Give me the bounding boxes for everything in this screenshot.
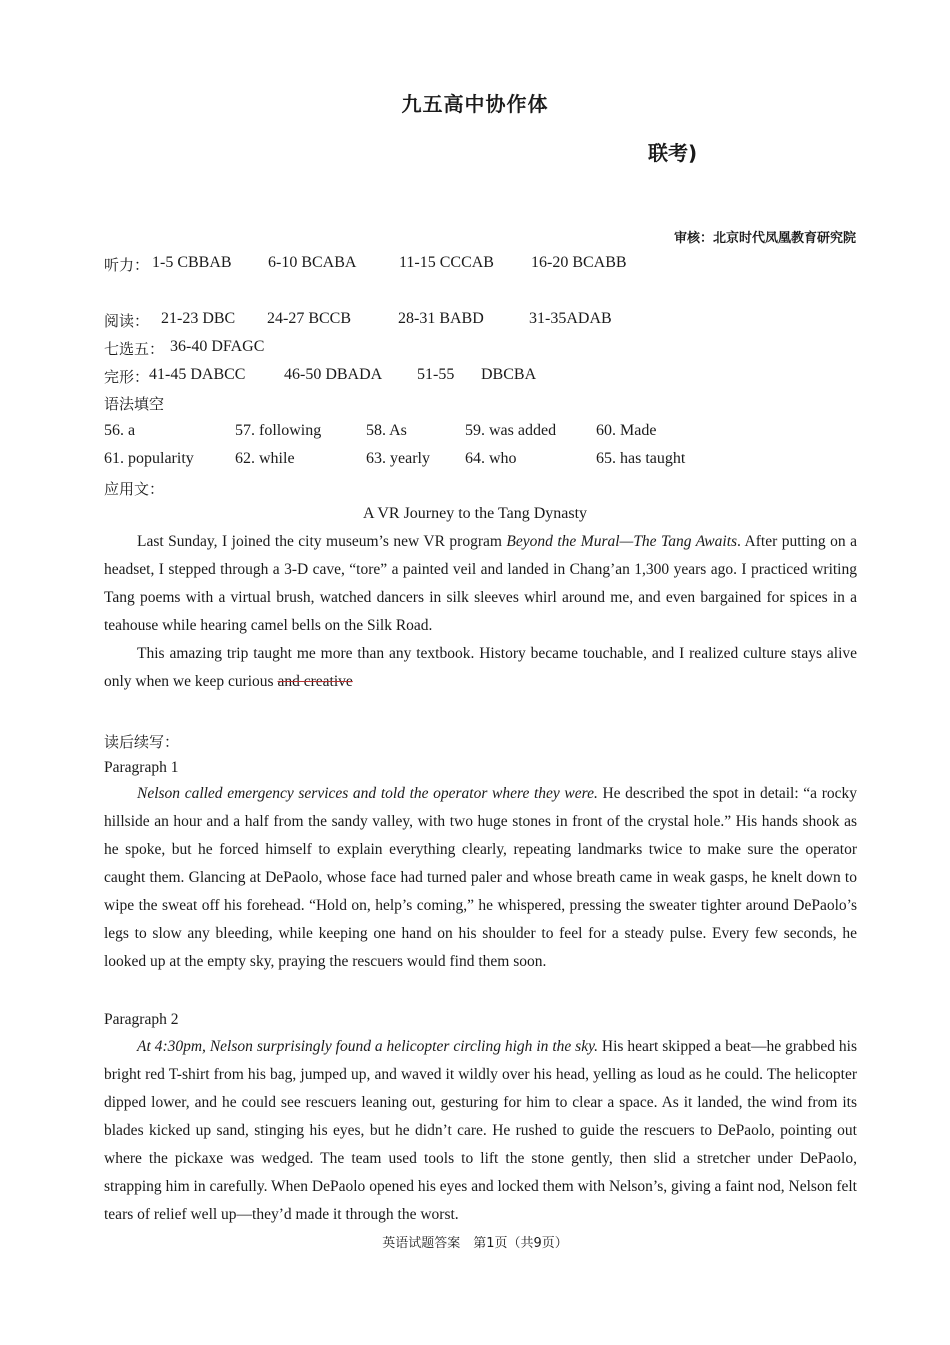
paragraph-2-label: Paragraph 2 <box>104 1011 179 1028</box>
grammar-answer: 65. has taught <box>596 450 686 467</box>
seven-choose-five-label: 七选五： <box>104 340 165 358</box>
grammar-answer: 59. was added <box>465 422 557 439</box>
grammar-answer: 57. following <box>235 422 322 439</box>
essay-paragraph <box>104 528 857 640</box>
continuation-text: He described the spot in detail: “a rocky hillside an hour and a half from the sandy valley, with two huge stones in front of the crystal hole.” His hands shook as he spoke, but he forced himself to explain everything clearly, repeating landmarks twice to make sure the operator caught them. Glancing at DePaolo, whose face had turned paler and whose breath came in weak gasps, he knelt down to wipe the sweat off his forehead. “Hold on, help’s coming,” he whispered, pressing the sweater tighter around DePaolo’s legs to slow any bleeding, while keeping one hand on his shoulder to feel for a steady pulse. Every few seconds, he looked up at the empty sky, praying the rescuers would find them soon. <box>104 785 857 970</box>
page-footer: 英语试题答案 第1页（共9页） <box>382 1236 568 1251</box>
grammar-answer: 56. a <box>104 422 136 439</box>
answer-group: 36-40 DFAGC <box>170 338 265 355</box>
answer-group: 31-35ADAB <box>529 310 612 327</box>
continuation-paragraph-1 <box>104 780 857 976</box>
answer-group: 28-31 BABD <box>398 310 484 327</box>
essay-text-cut: and creative <box>277 673 353 690</box>
grammar-answer: 60. Made <box>596 422 657 439</box>
answer-group: 46-50 DBADA <box>284 366 383 383</box>
essay-text: . After putting on a headset, I stepped through a 3-D cave, “tore” a painted veil and landed in Chang’an 1,300 years ago. I practiced writing Tang poems with a virtual brush, watched dancers in silk sleeves whirl around me, and even bargained for spices in a teahouse while hearing camel bells on the Silk Road. <box>104 533 857 634</box>
reading-label: 阅读： <box>104 312 150 330</box>
grammar-answer: 64. who <box>465 450 517 467</box>
answer-group: 41-45 DABCC <box>149 366 246 383</box>
grammar-answer: 58. As <box>366 422 407 439</box>
continuation-paragraph-2 <box>104 1033 857 1229</box>
grammar-answer: 61. popularity <box>104 450 194 467</box>
listening-label: 听力： <box>104 256 150 274</box>
answer-group: 16-20 BCABB <box>531 254 627 271</box>
answer-group: 11-15 CCCAB <box>399 254 494 271</box>
answer-group: 51-55 <box>417 366 455 383</box>
answer-group: 21-23 DBC <box>161 310 236 327</box>
essay-text: This amazing trip taught me more than any textbook. History became touchable, and I realized culture stays alive only when we keep curious <box>104 645 857 690</box>
continuation-label: 读后续写： <box>104 733 180 751</box>
grammar-answer: 63. yearly <box>366 450 430 467</box>
grammar-label: 语法填空 <box>104 395 165 413</box>
applied-writing-label: 应用文： <box>104 480 165 498</box>
given-opening-sentence: Nelson called emergency services and told the operator where they were. <box>137 785 598 802</box>
page-title: 九五高中协作体 <box>401 92 549 116</box>
answer-group: 6-10 BCABA <box>268 254 357 271</box>
continuation-text: His heart skipped a beat—he grabbed his bright red T-shirt from his bag, jumped up, and waved it wildly over his head, yelling as loud as he could. The helicopter dipped lower, and he could see rescuers leaning out, gesturing for him to clear a space. As it landed, the wind from its blades kicked up sand, stinging his eyes, but he didn’t care. He rushed to guide the rescuers to DePaolo, pointing out where the pickaxe was wedged. The team used tools to lift the stone gently, then slid a stretcher under DePaolo, strapping him in carefully. When DePaolo opened his eyes and locked them with Nelson’s, giving a faint nod, Nelson felt tears of relief well up—they’d made it through the worst. <box>104 1038 857 1223</box>
essay-title: A VR Journey to the Tang Dynasty <box>362 505 588 522</box>
paragraph-1-label: Paragraph 1 <box>104 759 179 776</box>
given-opening-sentence: At 4:30pm, Nelson surprisingly found a helicopter circling high in the sky. <box>137 1038 598 1055</box>
page-subtitle: 联考) <box>648 141 698 165</box>
essay-paragraph <box>104 640 857 696</box>
essay-text: Last Sunday, I joined the city museum’s new VR program <box>137 533 507 550</box>
reviewer-credit: 审核：北京时代凤凰教育研究院 <box>673 231 856 246</box>
program-name: Beyond the Mural—The Tang Awaits <box>506 533 738 550</box>
cloze-label: 完形： <box>104 368 150 386</box>
answer-group: 24-27 BCCB <box>267 310 352 327</box>
grammar-answer: 62. while <box>235 450 295 467</box>
answer-group: 1-5 CBBAB <box>152 254 232 271</box>
answer-group: DBCBA <box>481 366 537 383</box>
